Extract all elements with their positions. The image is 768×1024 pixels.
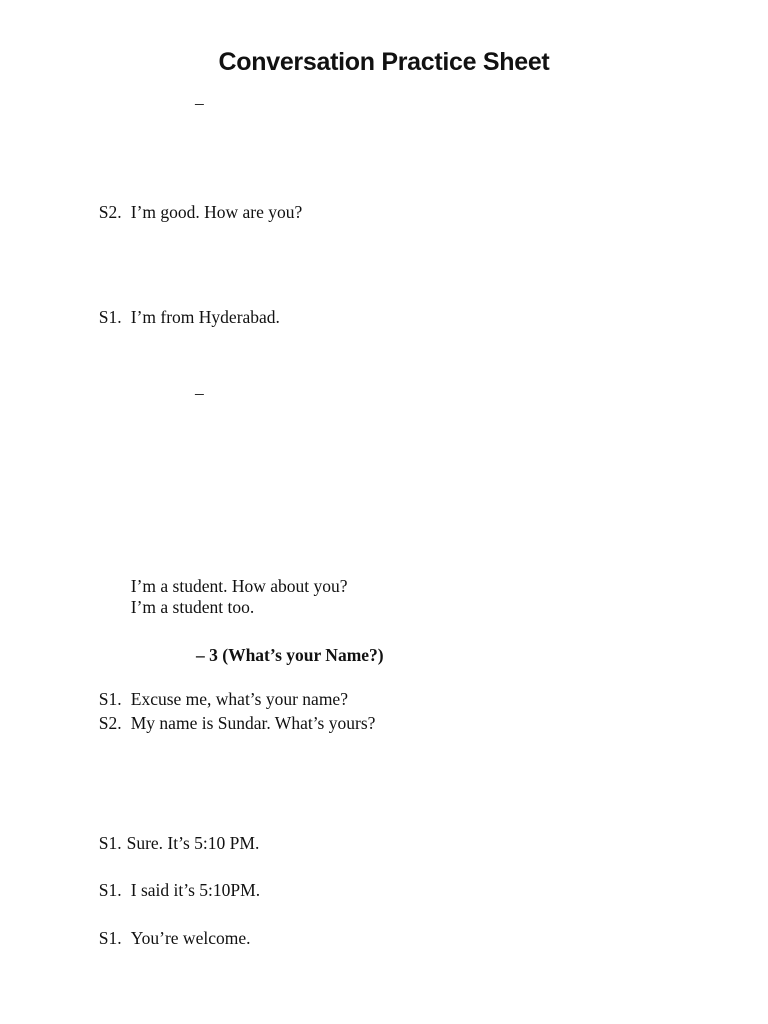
dialogue-line [90, 179, 302, 223]
dialogue-text: I’m good. How are you? [130, 202, 303, 222]
dialogue-text: I said it’s 5:10PM. [130, 880, 261, 900]
dash-marker: – [195, 383, 204, 403]
dialogue-line [90, 284, 280, 328]
dialogue-text: I’m from Hyderabad. [130, 307, 280, 327]
dialogue-line [90, 905, 250, 949]
speaker-label: S2. [98, 713, 122, 733]
dialogue-text: Sure. It’s 5:10 PM. [126, 833, 260, 853]
dialogue-text: I’m a student too. [130, 597, 255, 617]
speaker-label: S1. [98, 880, 122, 900]
speaker-label: S1. [98, 689, 122, 709]
dialogue-text: I’m a student. How about you? [130, 576, 348, 596]
speaker-label: S1. [98, 833, 122, 853]
dialogue-text: Excuse me, what’s your name? [130, 689, 348, 709]
dialogue-line [90, 690, 375, 734]
speaker-label: S2. [98, 202, 122, 222]
dialogue-text: My name is Sundar. What’s yours? [130, 713, 376, 733]
dialogue-line [122, 574, 254, 618]
section-heading: – 3 (What’s your Name?) [196, 645, 384, 665]
page-title: Conversation Practice Sheet [218, 48, 550, 76]
speaker-label: S1. [98, 928, 122, 948]
dialogue-text: You’re welcome. [130, 928, 251, 948]
dialogue-line [90, 810, 259, 854]
dialogue-line [90, 857, 260, 901]
dash-marker: – [195, 93, 204, 113]
speaker-label: S1. [98, 307, 122, 327]
